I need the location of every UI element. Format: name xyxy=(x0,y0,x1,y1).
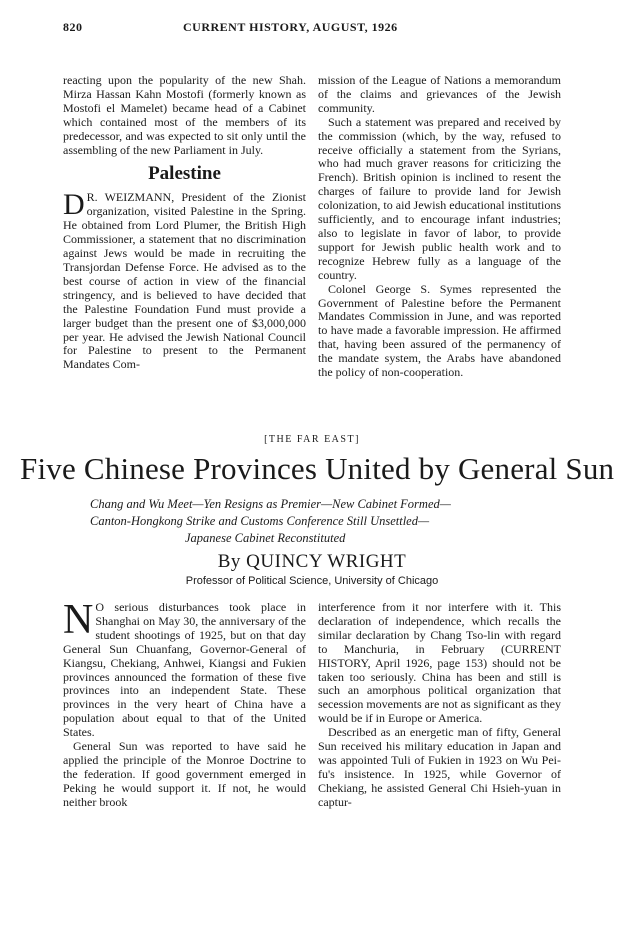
column-top-left xyxy=(63,74,306,372)
column-bottom-right xyxy=(318,601,561,810)
section-heading: Palestine xyxy=(148,163,221,185)
article-title: Five Chinese Provinces United by General Sun xyxy=(20,451,615,486)
paragraph-text: O serious disturbances took place in Shanghai on May 30, the anniversary of the student shootings of 1925, but on that day General Sun Chuanfang, Governor-General of Kiangsu, Chekiang, Anhwei, Kiangsi and Fukien provinces announced the formation of these five provinces into an independent State. These provinces in the very heart of China have a population about equal to that of the United States. xyxy=(63,600,306,740)
paragraph: Such a statement was prepared and received by the commission (which, by the way, refused to receive officially a statement from the Syrians, who had much graver reasons for criticizing the French). British opinion is inclined to resent the charges of failure to provide land for Jewish colonization, to aid Jewish educational institutions sufficiently, and to encourage infant industries; also to legislate in favor of labor, to provide support for Jewish public health work and to recognize Hebrew fully as a language of the country. xyxy=(318,114,561,282)
drop-cap: N xyxy=(63,597,94,643)
paragraph: mission of the League of Nations a memorandum of the claims and grievances of the Jewish community. xyxy=(318,73,561,115)
paragraph: Described as an energetic man of fifty, General Sun received his military education in Japan and was appointed Tuli of Fukien in 1923 on Wu Pei-fu's insistence. In 1925, while Governor of Chekiang, he assisted General Chi Hsieh-yuan in captur- xyxy=(318,725,561,809)
drop-cap: D xyxy=(63,188,85,222)
paragraph: reacting upon the popularity of the new Shah. Mirza Hassan Kahn Mostofi (formerly known as Mostofi el Mamelet) became head of a Cabinet which contained most of the members of its predecessor, and was expected to sit only until the assembling of the new Parliament in July. xyxy=(63,73,306,157)
paragraph: Colonel George S. Symes represented the Government of Palestine before the Permanent Mandates Commission in June, and was reported to have made a favorable impression. He affirmed that, having been assured of the permanency of the mandate system, the Arabs have abandoned the policy of non-cooperation. xyxy=(318,281,561,380)
column-top-right xyxy=(318,74,561,380)
deck-line: Japanese Cabinet Reconstituted xyxy=(185,531,346,545)
page-number: 820 xyxy=(63,20,83,34)
running-header xyxy=(63,20,563,38)
column-bottom-left xyxy=(63,597,306,810)
paragraph: General Sun was reported to have said he applied the principle of the Monroe Doctrine to the federation. If good government emerged in Peking he would support it. If not, he would neither brook xyxy=(63,739,306,809)
paragraph: interference from it nor interfere with it. This declaration of independence, which recalls the similar declaration by Chang Tso-lin with regard to Manchuria, in February (CURRENT HISTORY, April 1926, page 153) should not be taken too seriously. China has been and still is such an amorphous political organization that secession movements are not as significant as they would be if in Europe or America. xyxy=(318,600,561,726)
section-kicker: [THE FAR EAST] xyxy=(264,434,360,445)
paragraph-text: R. WEIZMANN, President of the Zionist organization, visited Palestine in the Spring. He obtained from Lord Plumer, the British High Commissioner, a statement that no discrimination against Jews would be made in recruiting the Transjordan Defense Force. He advised as to the best course of action in view of the financial stringency, and is believed to have decided that the Palestine Foundation Fund must provide a larger budget than the present one of $3,000,000 per year. He advised the Jewish National Council for Palestine to present to the Permanent Mandates Com- xyxy=(63,190,306,372)
header-title: CURRENT HISTORY, AUGUST, 1926 xyxy=(183,20,398,34)
article-deck xyxy=(90,496,540,547)
paragraph xyxy=(63,188,306,372)
deck-line: Canton-Hongkong Strike and Customs Conference Still Unsettled— xyxy=(90,514,430,528)
deck-line: Chang and Wu Meet—Yen Resigns as Premier—New Cabinet Formed— xyxy=(90,497,451,511)
paragraph xyxy=(63,597,306,740)
byline: By QUINCY WRIGHT xyxy=(217,551,407,572)
author-affiliation: Professor of Political Science, University of Chicago xyxy=(185,575,439,587)
